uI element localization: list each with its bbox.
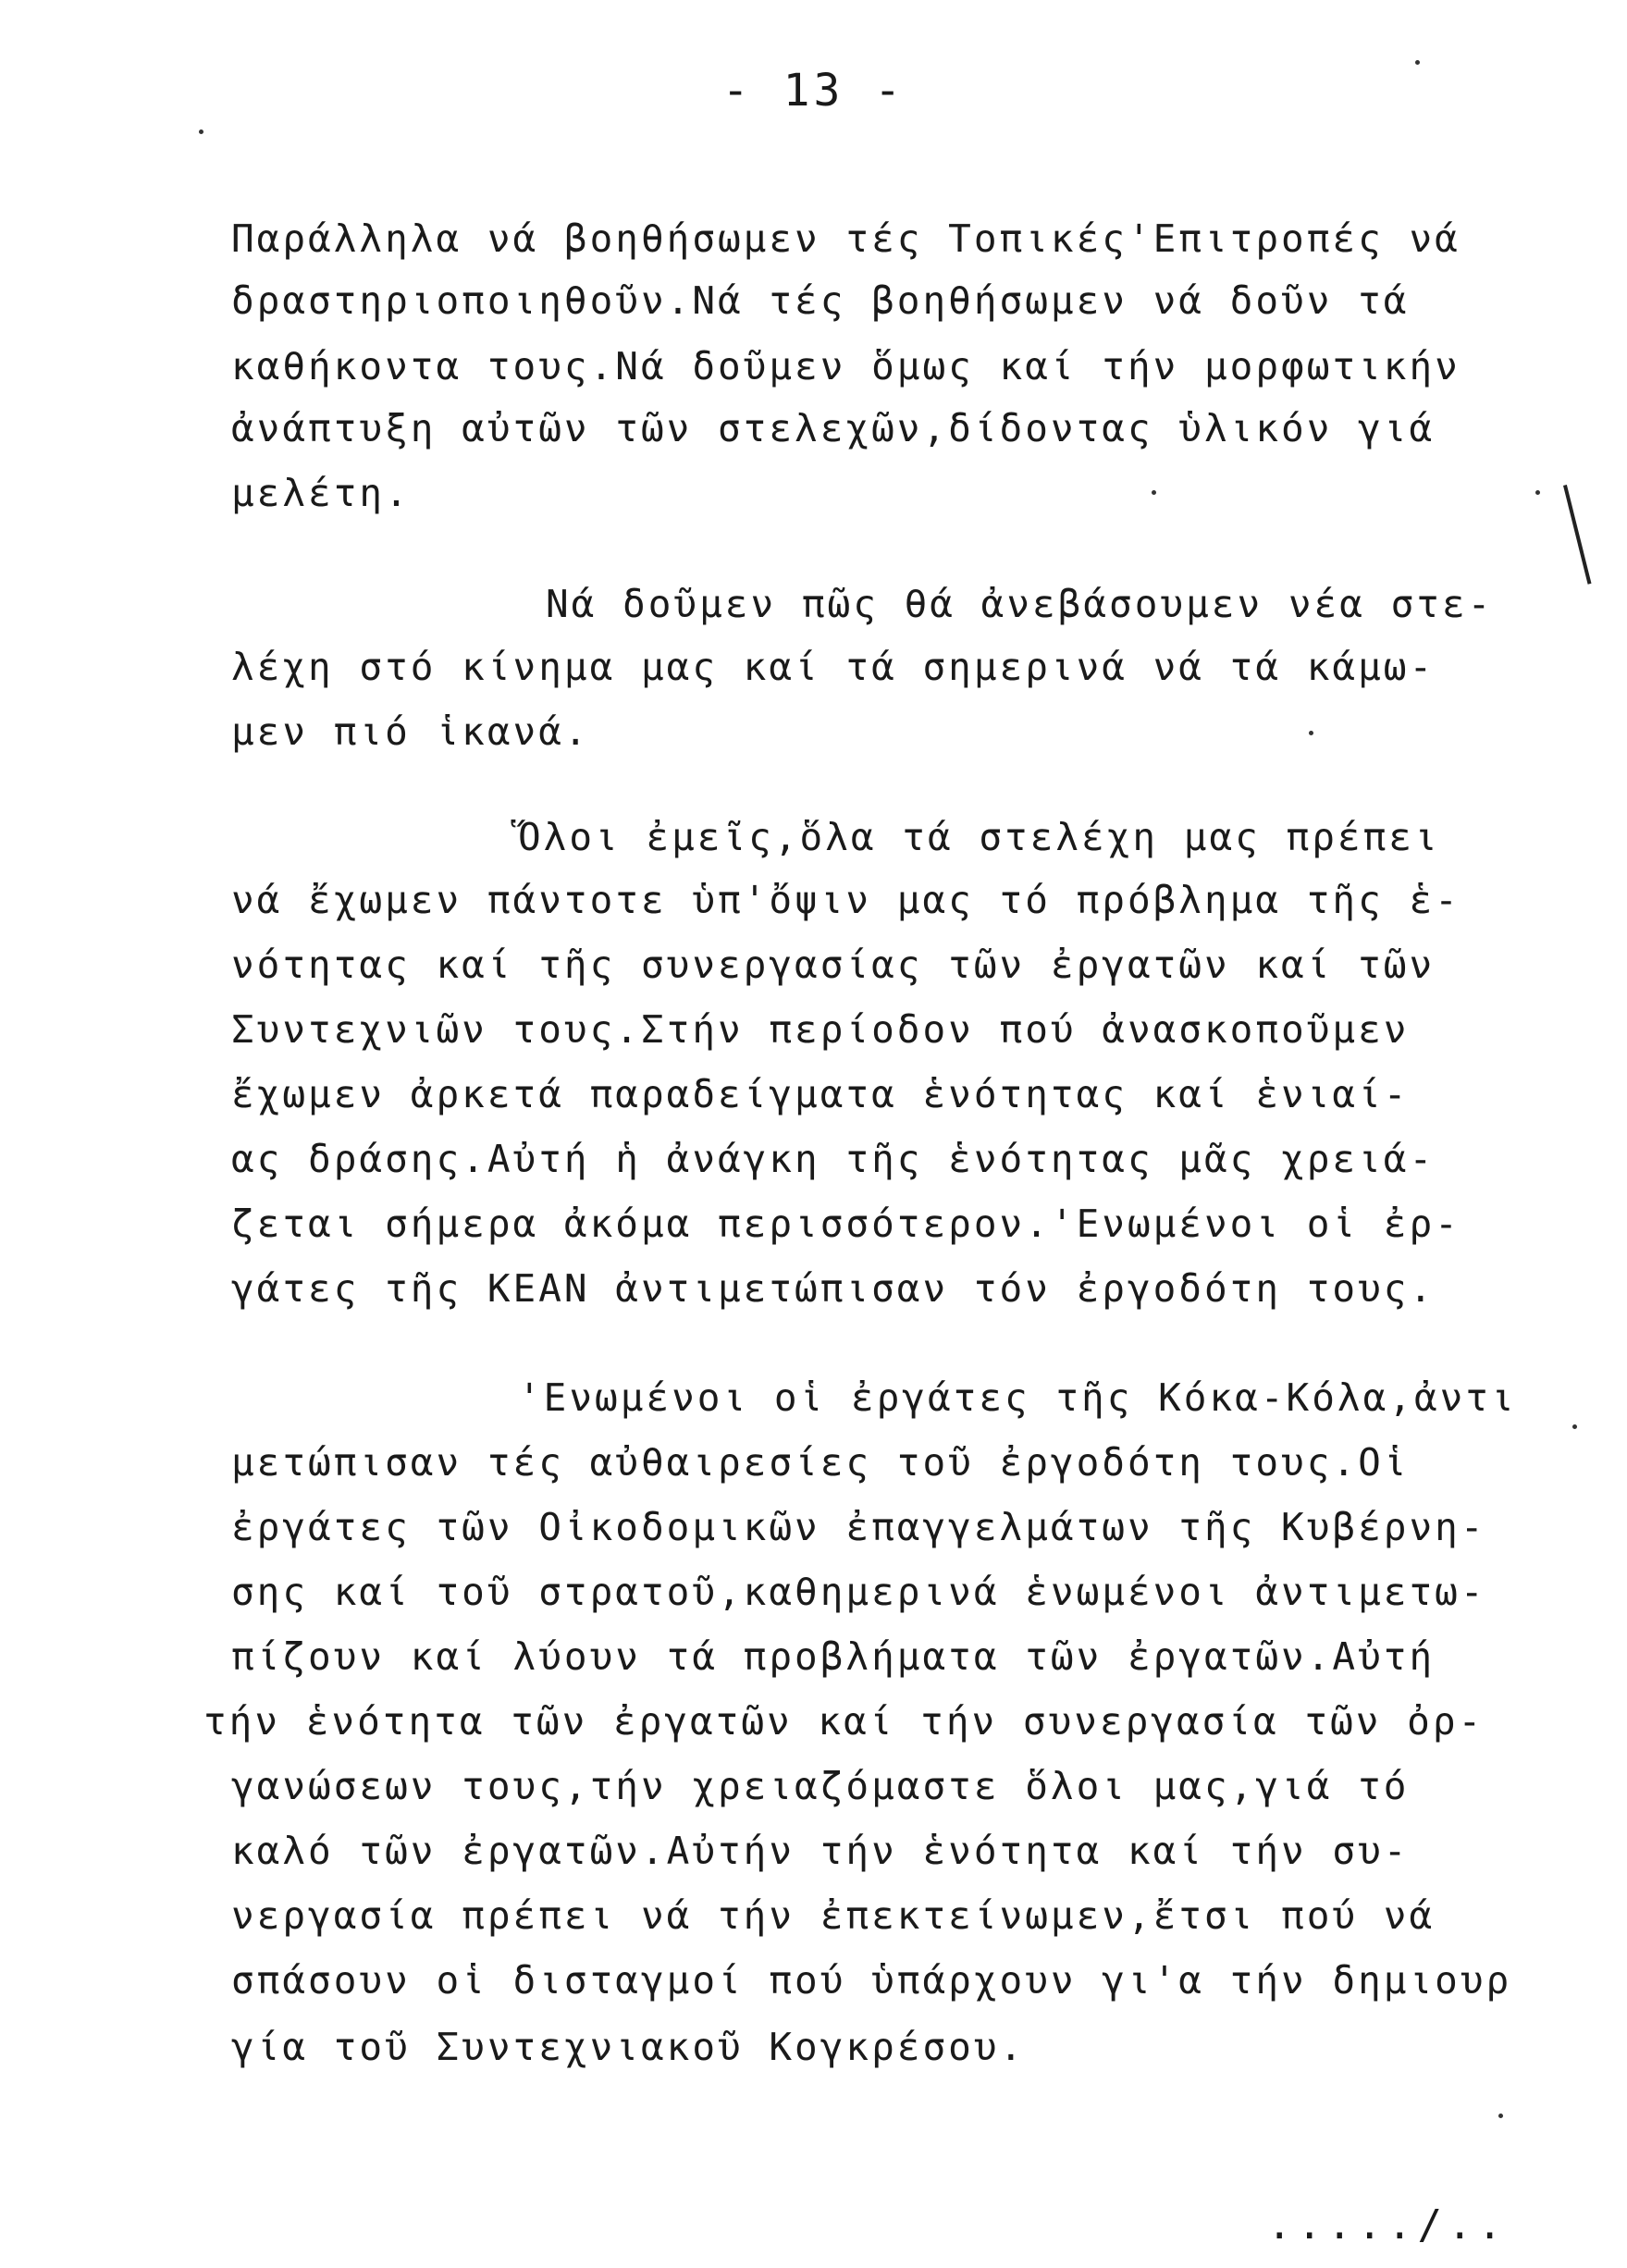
text-line: Παράλληλα νά βοηθήσωμεν τές Τοπικές'Επιτροπές νά (231, 216, 1461, 261)
scan-speck (1572, 1424, 1577, 1429)
text-line: νά ἔχωμεν πάντοτε ὑπ'ὄψιν μας τό πρόβλημα τῆς ἑ- (231, 878, 1461, 922)
text-line: Νά δοῦμεν πῶς θά ἀνεβάσουμεν νέα στε- (546, 582, 1494, 626)
text-line: μελέτη. (231, 471, 411, 515)
continuation-mark: ...../.. (1267, 2201, 1508, 2249)
text-line: νότητας καί τῆς συνεργασίας τῶν ἐργατῶν καί τῶν (231, 943, 1436, 987)
text-line: ἐργάτες τῶν Οἰκοδομικῶν ἐπαγγελμάτων τῆς Κυβέρνη- (231, 1505, 1486, 1549)
text-line: καλό τῶν ἐργατῶν.Αὐτήν τήν ἑνότητα καί τήν συ- (231, 1829, 1410, 1873)
text-line: νεργασία πρέπει νά τήν ἐπεκτείνωμεν,ἔτσι πού νά (231, 1893, 1436, 1938)
text-line: γία τοῦ Συντεχνιακοῦ Κογκρέσου. (231, 2025, 1026, 2069)
scan-speck (1309, 731, 1313, 735)
text-line: πίζουν καί λύουν τά προβλήματα τῶν ἐργατῶν.Αὐτή (231, 1634, 1436, 1679)
text-line: μετώπισαν τές αὐθαιρεσίες τοῦ ἐργοδότη τους.Οἱ (231, 1440, 1410, 1485)
text-line: σης καί τοῦ στρατοῦ,καθημερινά ἑνωμένοι ἀντιμετω- (231, 1570, 1486, 1614)
text-line: 'Ενωμένοι οἱ ἐργάτες τῆς Κόκα-Κόλα,ἀντι (518, 1375, 1517, 1420)
text-line: ζεται σήμερα ἀκόμα περισσότερον.'Ενωμένοι οἱ ἐρ- (231, 1202, 1461, 1246)
text-line: Ὅλοι ἐμεῖς,ὅλα τά στελέχη μας πρέπει (518, 815, 1440, 859)
text-line: ας δράσης.Αὐτή ἡ ἀνάγκη τῆς ἑνότητας μᾶς χρειά- (231, 1137, 1436, 1181)
scan-speck (1535, 490, 1540, 495)
text-line: σπάσουν οἱ δισταγμοί πού ὑπάρχουν γι'α τήν δημιουρ (231, 1958, 1512, 2003)
text-line: δραστηριοποιηθοῦν.Νά τές βοηθήσωμεν νά δοῦν τά (231, 278, 1410, 323)
text-line: Συντεχνιῶν τους.Στήν περίοδον πού ἀνασκοποῦμεν (231, 1007, 1410, 1052)
text-line: ἀνάπτυξη αὐτῶν τῶν στελεχῶν,δίδοντας ὑλικόν γιά (231, 406, 1436, 450)
scan-speck (1152, 490, 1156, 495)
text-line: ἔχωμεν ἀρκετά παραδείγματα ἑνότητας καί ἑνιαί- (231, 1072, 1410, 1116)
text-line: λέχη στό κίνημα μας καί τά σημερινά νά τά κάμω- (231, 645, 1436, 689)
text-line: καθήκοντα τους.Νά δοῦμεν ὅμως καί τήν μορφωτικήν (231, 344, 1461, 388)
text-line: μεν πιό ἱκανά. (231, 709, 590, 754)
scan-speck (1498, 2114, 1503, 2118)
scan-speck (199, 129, 203, 134)
margin-pen-mark (1563, 485, 1591, 585)
text-line: τήν ἑνότητα τῶν ἐργατῶν καί τήν συνεργασία τῶν ὀρ- (203, 1699, 1485, 1744)
page-number: - 13 - (721, 65, 906, 117)
text-line: γανώσεων τους,τήν χρειαζόμαστε ὅλοι μας,γιά τό (231, 1764, 1410, 1808)
scan-speck (1415, 60, 1420, 65)
text-line: γάτες τῆς KEAN ἀντιμετώπισαν τόν ἐργοδότη τους. (231, 1266, 1436, 1311)
